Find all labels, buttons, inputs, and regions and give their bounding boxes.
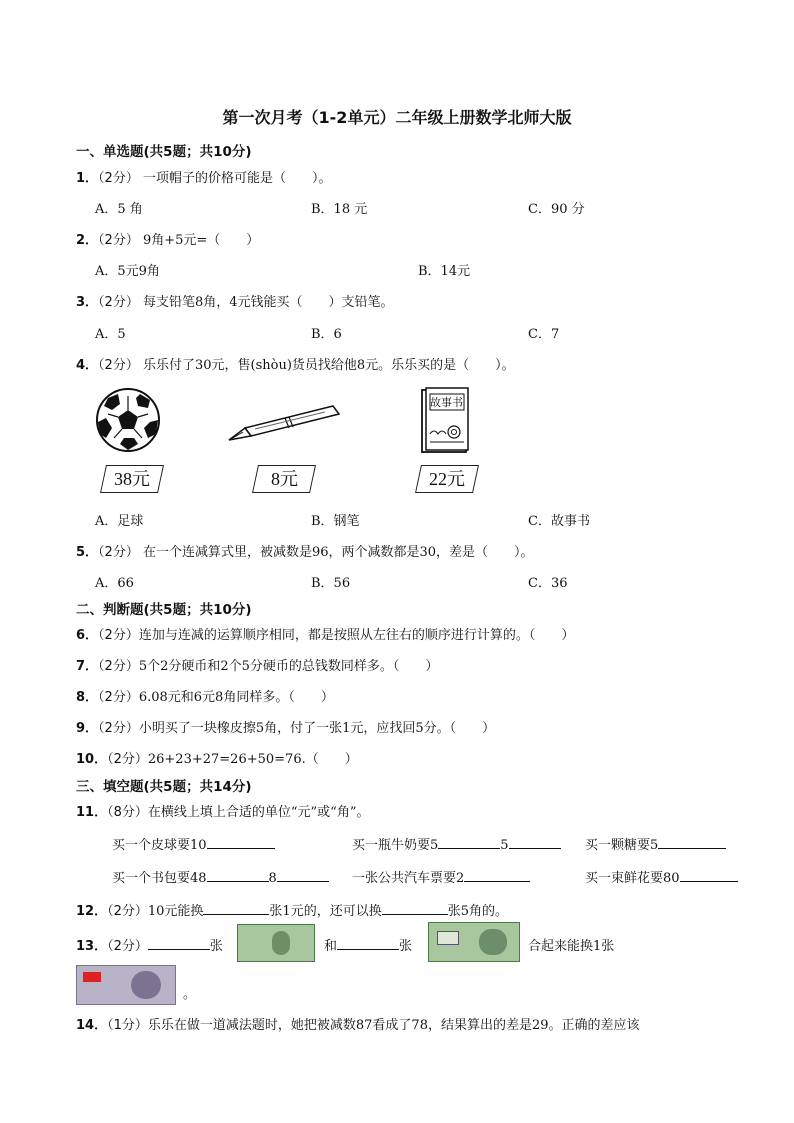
answer-blank[interactable] [148, 937, 210, 950]
question-6: 6．（2分）连加与连减的运算顺序相同，都是按照从左往右的顺序进行计算的。（ ） [76, 628, 575, 643]
question-13-tail: 合起来能换1张 [528, 939, 615, 954]
blank-item: 买一个书包要48 8 [112, 867, 329, 886]
question-text: 在一个连减算式里，被减数是96，两个减数都是30，差是（ ）。 [142, 545, 534, 560]
answer-blank[interactable] [277, 869, 329, 882]
question-13: 13．（2分） 张 [76, 939, 223, 954]
question-2: 2．（2分） 9角+5元=（ ） [76, 233, 260, 248]
price-tag-ball: 38元 [100, 465, 164, 493]
answer-blank[interactable] [337, 937, 399, 950]
question-1: 1．（2分） 一项帽子的价格可能是（ ）。 [76, 171, 332, 186]
option-c: C．36 [528, 576, 568, 591]
option-a: A．足球 [95, 514, 144, 529]
question-14: 14．（1分）乐乐在做一道减法题时，她把被减数87看成了78，结果算出的差是29。正确的差应该 [76, 1018, 640, 1033]
blank-item: 买一颗糖要5 [585, 834, 726, 853]
question-text: 乐乐付了30元，售(shòu)货员找给他8元。乐乐买的是（ ）。 [142, 358, 515, 373]
blank-item: 买一个皮球要10 [112, 834, 275, 853]
option-b: B．6 [311, 327, 342, 342]
question-13-part: 和 张 [324, 939, 413, 954]
question-text: 9角+5元=（ ） [142, 233, 260, 248]
question-12: 12．（2分）10元能换 张1元的，还可以换 张5角的。 [76, 904, 508, 919]
answer-blank[interactable] [680, 869, 738, 882]
price-tag-pen: 8元 [252, 465, 316, 493]
question-10: 10．（2分）26+23+27=26+50=76.（ ） [76, 752, 358, 767]
question-8: 8．（2分）6.08元和6元8角同样多。（ ） [76, 690, 334, 705]
question-3: 3．（2分） 每支铅笔8角，4元钱能买（ ）支铅笔。 [76, 295, 394, 310]
blank-item: 买一束鲜花要80 [585, 867, 738, 886]
answer-blank[interactable] [438, 836, 500, 849]
blank-item: 买一瓶牛奶要5 5 [352, 834, 561, 853]
soccer-ball-icon [94, 386, 162, 454]
question-5: 5．（2分） 在一个连减算式里，被减数是96，两个减数都是30，差是（ ）。 [76, 545, 534, 560]
section-heading-fill-blank: 三、填空题(共5题；共14分) [76, 779, 252, 795]
answer-blank[interactable] [382, 902, 448, 915]
section-heading-single-choice: 一、单选题(共5题；共10分) [76, 144, 252, 160]
price-tag-book: 22元 [415, 465, 479, 493]
question-text: 一项帽子的价格可能是（ ）。 [142, 171, 332, 186]
question-text: 每支铅笔8角，4元钱能买（ ）支铅笔。 [142, 295, 394, 310]
one-yuan-banknote-image [237, 924, 315, 962]
option-c: C．90 分 [528, 202, 585, 217]
option-a: A．5元9角 [95, 264, 160, 279]
answer-blank[interactable] [207, 869, 269, 882]
two-jiao-banknote-image [428, 922, 520, 962]
question-4: 4．（2分） 乐乐付了30元，售(shòu)货员找给他8元。乐乐买的是（ ）。 [76, 358, 515, 373]
option-b: B．钢笔 [311, 514, 360, 529]
question-9: 9．（2分）小明买了一块橡皮擦5角，付了一张1元，应找回5分。（ ） [76, 721, 496, 736]
option-c: C．故事书 [528, 514, 590, 529]
option-c: C．7 [528, 327, 560, 342]
answer-blank[interactable] [203, 902, 269, 915]
question-11: 11．（8分）在横线上填上合适的单位“元”或“角”。 [76, 805, 370, 820]
sentence-end: 。 [183, 987, 197, 1002]
answer-blank[interactable] [658, 836, 726, 849]
fountain-pen-icon [225, 402, 343, 442]
option-b: B．14元 [418, 264, 471, 279]
ten-yuan-banknote-image [76, 965, 176, 1005]
option-b: B．56 [311, 576, 351, 591]
blank-item: 一张公共汽车票要2 [352, 867, 530, 886]
option-a: A．66 [95, 576, 134, 591]
answer-blank[interactable] [207, 836, 275, 849]
book-cover-title: 故事书 [430, 396, 463, 409]
answer-blank[interactable] [464, 869, 530, 882]
option-b: B．18 元 [311, 202, 368, 217]
section-heading-true-false: 二、判断题(共5题；共10分) [76, 602, 252, 618]
option-a: A．5 [95, 327, 126, 342]
option-a: A．5 角 [95, 202, 143, 217]
page-title: 第一次月考（1-2单元）二年级上册数学北师大版 [222, 108, 572, 127]
question-7: 7．（2分）5个2分硬币和2个5分硬币的总钱数同样多。（ ） [76, 659, 439, 674]
answer-blank[interactable] [509, 836, 561, 849]
